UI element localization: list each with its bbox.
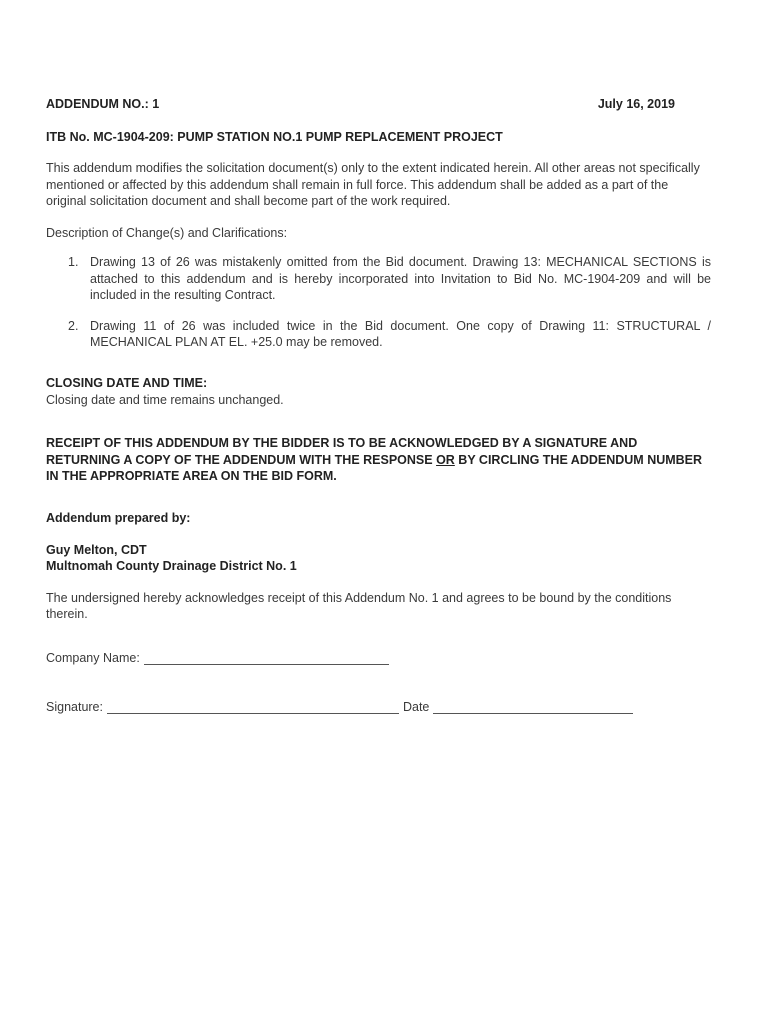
company-name-field[interactable] [144,652,389,665]
changes-list [46,254,711,351]
closing-text: Closing date and time remains unchanged. [46,392,284,407]
signature-field[interactable] [107,701,399,714]
intro-paragraph: This addendum modifies the solicitation document(s) only to the extent indicated herein. All other areas not specifically mentioned or affected by this addendum shall remain in full force. This addendum shall be added as a part of the original solicitation document and shall become part of the work required. [46,161,700,208]
date-field[interactable] [433,701,633,714]
list-item [46,254,711,304]
signature-label: Signature: [46,699,103,714]
list-item-text: Drawing 13 of 26 was mistakenly omitted from the Bid document. Drawing 13: MECHANICAL SECTIONS is attached to this addendum and is hereby incorporated into Invitation to Bid No. MC-1904-209 and will be included in the resulting Contract. [90,255,711,302]
preparer-block [46,542,711,574]
addendum-document [46,97,711,714]
company-name-row [46,651,711,665]
prepared-by-heading: Addendum prepared by: [46,510,191,525]
signature-row [46,700,711,714]
company-name-label: Company Name: [46,650,140,665]
acknowledgement-paragraph: The undersigned hereby acknowledges receipt of this Addendum No. 1 and agrees to be bound by the conditions therein. [46,590,672,621]
list-item [46,318,711,351]
receipt-text-part1: RECEIPT OF THIS ADDENDUM BY THE BIDDER IS TO BE ACKNOWLEDGED BY A SIGNATURE AND RETURNING A COPY OF THE ADDENDUM WITH THE RESPONSE [46,436,638,467]
receipt-notice [46,435,711,485]
receipt-text-part2: BY CIRCLING THE ADDENDUM NUMBER IN THE APPROPRIATE AREA ON THE BID FORM. [46,452,703,483]
document-title: ITB No. MC-1904-209: PUMP STATION NO.1 PUMP REPLACEMENT PROJECT [46,130,503,144]
receipt-or-underlined: OR [436,452,455,467]
closing-heading: CLOSING DATE AND TIME: [46,375,208,390]
addendum-date: July 16, 2019 [597,97,675,111]
header-row [46,97,711,112]
date-label: Date [402,699,430,714]
list-item-number: 1. [68,255,79,269]
description-heading: Description of Change(s) and Clarifications: [46,225,288,240]
list-item-text: Drawing 11 of 26 was included twice in the Bid document. One copy of Drawing 11: STRUCTURAL / MECHANICAL PLAN AT EL. +25.0 may be removed. [90,318,711,349]
addendum-number: ADDENDUM NO.: 1 [46,97,160,111]
preparer-name: Guy Melton, CDT [46,542,147,557]
list-item-number: 2. [68,318,79,333]
preparer-organization: Multnomah County Drainage District No. 1 [46,558,297,573]
